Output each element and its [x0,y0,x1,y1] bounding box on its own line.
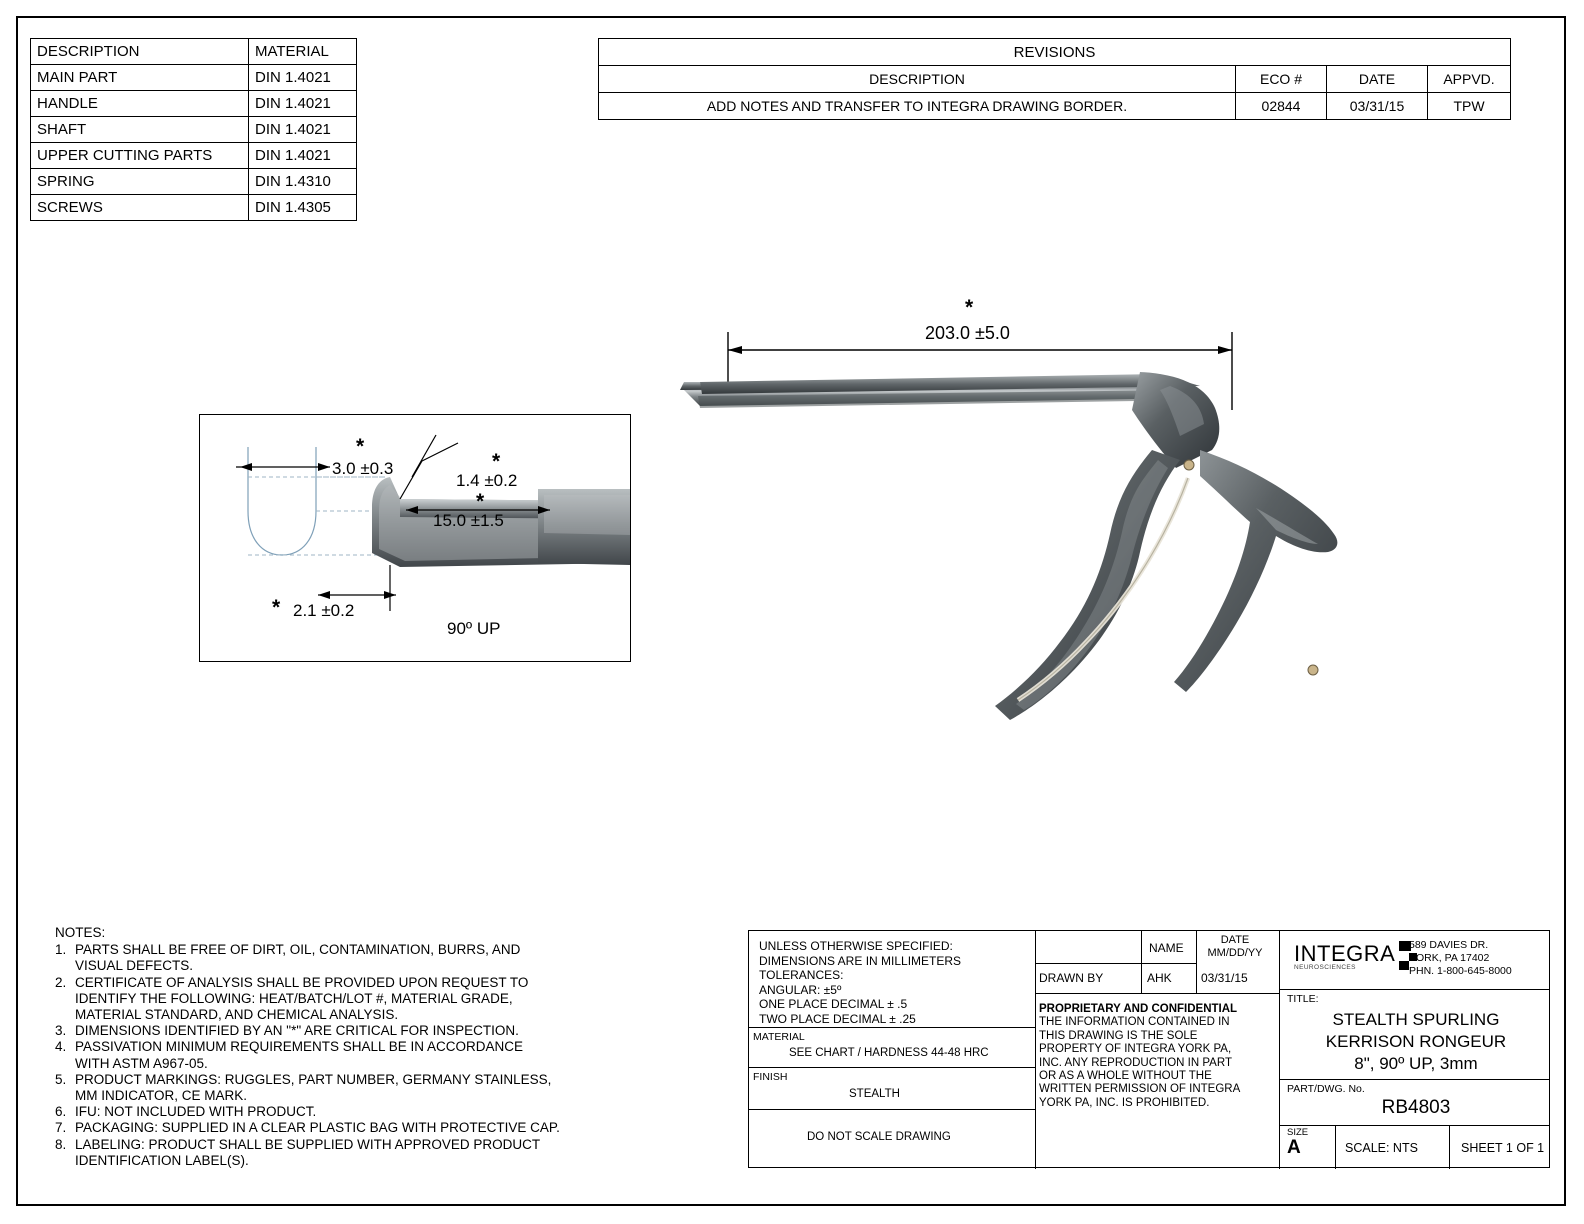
material-row-material: DIN 1.4310 [249,169,357,195]
date-header-line2: MM/DD/YY [1207,947,1263,959]
note-item [55,1039,665,1071]
note-line: CERTIFICATE OF ANALYSIS SHALL BE PROVIDED UPON REQUEST TO [75,974,529,990]
note-line: IDENTIFICATION LABEL(S). [75,1152,249,1168]
divider [749,1067,1035,1068]
material-row-description: SCREWS [31,195,249,221]
detail-dim-2-1: 2.1 ±0.2 [293,601,355,620]
overall-dimension-value: 203.0 ±5.0 [925,323,1010,343]
address-line: PHN. 1-800-645-8000 [1409,965,1512,977]
address-line: YORK, PA 17402 [1409,952,1490,964]
material-row-description: UPPER CUTTING PARTS [31,143,249,169]
finish-value: STEALTH [849,1088,900,1100]
proprietary-line: OR AS A WHOLE WITHOUT THE [1039,1070,1212,1083]
drawn-by-label: DRAWN BY [1039,971,1104,985]
material-row-description: MAIN PART [31,65,249,91]
divider [1279,1079,1549,1080]
proprietary-line: THE INFORMATION CONTAINED IN [1039,1016,1230,1029]
revision-appvd: TPW [1428,93,1511,120]
spec-line: TWO PLACE DECIMAL ± .25 [759,1011,916,1026]
proprietary-line: WRITTEN PERMISSION OF INTEGRA [1039,1083,1241,1096]
note-number: 6. [55,1104,67,1120]
note-line: DIMENSIONS IDENTIFIED BY AN "*" ARE CRITICAL FOR INSPECTION. [75,1023,519,1039]
note-item [55,1137,665,1169]
detail-star-15-0: * [476,490,485,513]
divider [1035,963,1196,964]
spec-line: TOLERANCES: [759,968,844,982]
overall-dimension-star: * [965,296,974,319]
instrument-illustration [640,290,1380,780]
note-number: 3. [55,1023,67,1039]
note-number: 5. [55,1071,67,1087]
divider [1279,1125,1549,1126]
detail-dim-15-0: 15.0 ±1.5 [433,511,504,530]
detail-dim-1-4: 1.4 ±0.2 [456,471,518,490]
note-item [55,1072,665,1104]
proprietary-notice [1039,1003,1279,1110]
material-label: MATERIAL [753,1031,805,1043]
divider [1141,931,1142,993]
table-row [31,91,357,117]
detail-view-box [199,414,631,662]
material-chart [30,38,357,221]
revisions-header-eco: ECO # [1236,66,1327,93]
title-line: 8", 90º UP, 3mm [1354,1054,1478,1073]
note-line: IDENTIFY THE FOLLOWING: HEAT/BATCH/LOT #, MATERIAL GRADE, [75,990,513,1006]
note-line: LABELING: PRODUCT SHALL BE SUPPLIED WITH APPROVED PRODUCT [75,1136,541,1152]
divider [749,1027,1035,1028]
proprietary-line: PROPERTY OF INTEGRA YORK PA, [1039,1043,1232,1056]
note-number: 2. [55,974,67,990]
note-line: VISUAL DEFECTS. [75,958,194,974]
spec-line: ANGULAR: ±5º [759,982,842,997]
table-header-row [31,39,357,65]
revisions-header-description: DESCRIPTION [599,66,1236,93]
note-line: WITH ASTM A967-05. [75,1055,208,1071]
revision-date: 03/31/15 [1327,93,1428,120]
note-item [55,1120,665,1136]
detail-view-illustration [200,415,630,661]
scale-value: SCALE: NTS [1345,1141,1418,1155]
divider [1196,931,1197,993]
revisions-header-row [599,66,1511,93]
note-line: IFU: NOT INCLUDED WITH PRODUCT. [75,1104,317,1120]
table-row [599,93,1511,120]
table-row [31,143,357,169]
table-row [31,117,357,143]
material-chart-header-description: DESCRIPTION [31,39,249,65]
note-line: PARTS SHALL BE FREE OF DIRT, OIL, CONTAMINATION, BURRS, AND [75,942,521,958]
note-item [55,942,665,974]
note-number: 4. [55,1039,67,1055]
part-number-label: PART/DWG. No. [1287,1083,1365,1095]
revisions-title: REVISIONS [599,39,1511,66]
notes-title: NOTES: [55,925,106,940]
detail-dim-3-0: 3.0 ±0.3 [332,459,394,478]
title-block [748,930,1550,1168]
table-row [31,195,357,221]
size-label: SIZE [1287,1127,1309,1138]
note-line: PACKAGING: SUPPLIED IN A CLEAR PLASTIC BAG WITH PROTECTIVE CAP. [75,1120,560,1136]
divider [1279,989,1549,990]
divider [1335,1125,1336,1169]
finish-label: FINISH [753,1071,788,1083]
material-row-description: SPRING [31,169,249,195]
spec-line: UNLESS OTHERWISE SPECIFIED: [759,939,953,953]
company-name: INTEGRA [1294,941,1396,966]
detail-star-1-4: * [492,450,501,473]
proprietary-line: YORK PA, INC. IS PROHIBITED. [1039,1096,1210,1109]
material-row-material: DIN 1.4305 [249,195,357,221]
detail-angle-label: 90º UP [447,619,501,638]
note-item [55,1023,665,1039]
spec-line: ONE PLACE DECIMAL ± .5 [759,997,908,1011]
material-value: SEE CHART / HARDNESS 44-48 HRC [789,1047,989,1059]
revision-description: ADD NOTES AND TRANSFER TO INTEGRA DRAWING BORDER. [599,93,1236,120]
divider [1279,931,1280,1169]
size-value: A [1287,1137,1301,1158]
revisions-header-appvd: APPVD. [1428,66,1511,93]
note-number: 7. [55,1120,67,1136]
date-header-line1: DATE [1220,934,1250,946]
material-row-material: DIN 1.4021 [249,143,357,169]
tolerance-spec [759,939,1029,1026]
drawn-by-name: AHK [1147,971,1172,985]
table-row [31,65,357,91]
material-row-material: DIN 1.4021 [249,65,357,91]
company-division: NEUROSCIENCES [1294,964,1356,971]
material-row-material: DIN 1.4021 [249,117,357,143]
divider [1035,931,1036,1169]
revisions-title-row [599,39,1511,66]
proprietary-line: THIS DRAWING IS THE SOLE [1039,1029,1198,1042]
title-line: KERRISON RONGEUR [1325,1032,1507,1051]
note-number: 8. [55,1136,67,1152]
drawn-by-date: 03/31/15 [1201,971,1248,985]
note-line: PASSIVATION MINIMUM REQUIREMENTS SHALL BE IN ACCORDANCE [75,1039,524,1055]
revisions-header-date: DATE [1327,66,1428,93]
note-item [55,975,665,1024]
detail-star-3-0: * [356,435,365,458]
proprietary-heading: PROPRIETARY AND CONFIDENTIAL [1039,1003,1238,1015]
material-row-description: HANDLE [31,91,249,117]
revisions-block [598,38,1511,120]
title-label: TITLE: [1287,993,1319,1005]
note-item [55,1104,665,1120]
drawing-title [1283,1009,1549,1075]
divider [1449,1125,1450,1169]
material-row-description: SHAFT [31,117,249,143]
revision-eco: 02844 [1236,93,1327,120]
part-number-value: RB4803 [1381,1097,1451,1118]
note-line: PRODUCT MARKINGS: RUGGLES, PART NUMBER, GERMANY STAINLESS, [75,1071,552,1087]
spec-line: DIMENSIONS ARE IN MILLIMETERS [759,953,962,968]
divider [749,1109,1035,1110]
notes-block [55,925,665,1169]
detail-star-2-1: * [272,596,281,619]
address-line: 589 DAVIES DR. [1409,939,1489,951]
material-chart-header-material: MATERIAL [249,39,357,65]
note-line: MATERIAL STANDARD, AND CHEMICAL ANALYSIS. [75,1007,399,1023]
do-not-scale-note: DO NOT SCALE DRAWING [807,1131,951,1143]
company-address [1409,939,1512,978]
note-line: MM INDICATOR, CE MARK. [75,1088,248,1104]
title-line: STEALTH SPURLING [1332,1010,1500,1029]
name-column-header: NAME [1149,941,1184,955]
table-row [31,169,357,195]
sheet-value: SHEET 1 OF 1 [1461,1141,1545,1155]
date-column-header [1204,934,1266,960]
material-row-material: DIN 1.4021 [249,91,357,117]
proprietary-line: INC. ANY REPRODUCTION IN PART [1039,1056,1232,1069]
divider [1035,993,1279,994]
note-number: 1. [55,942,67,958]
